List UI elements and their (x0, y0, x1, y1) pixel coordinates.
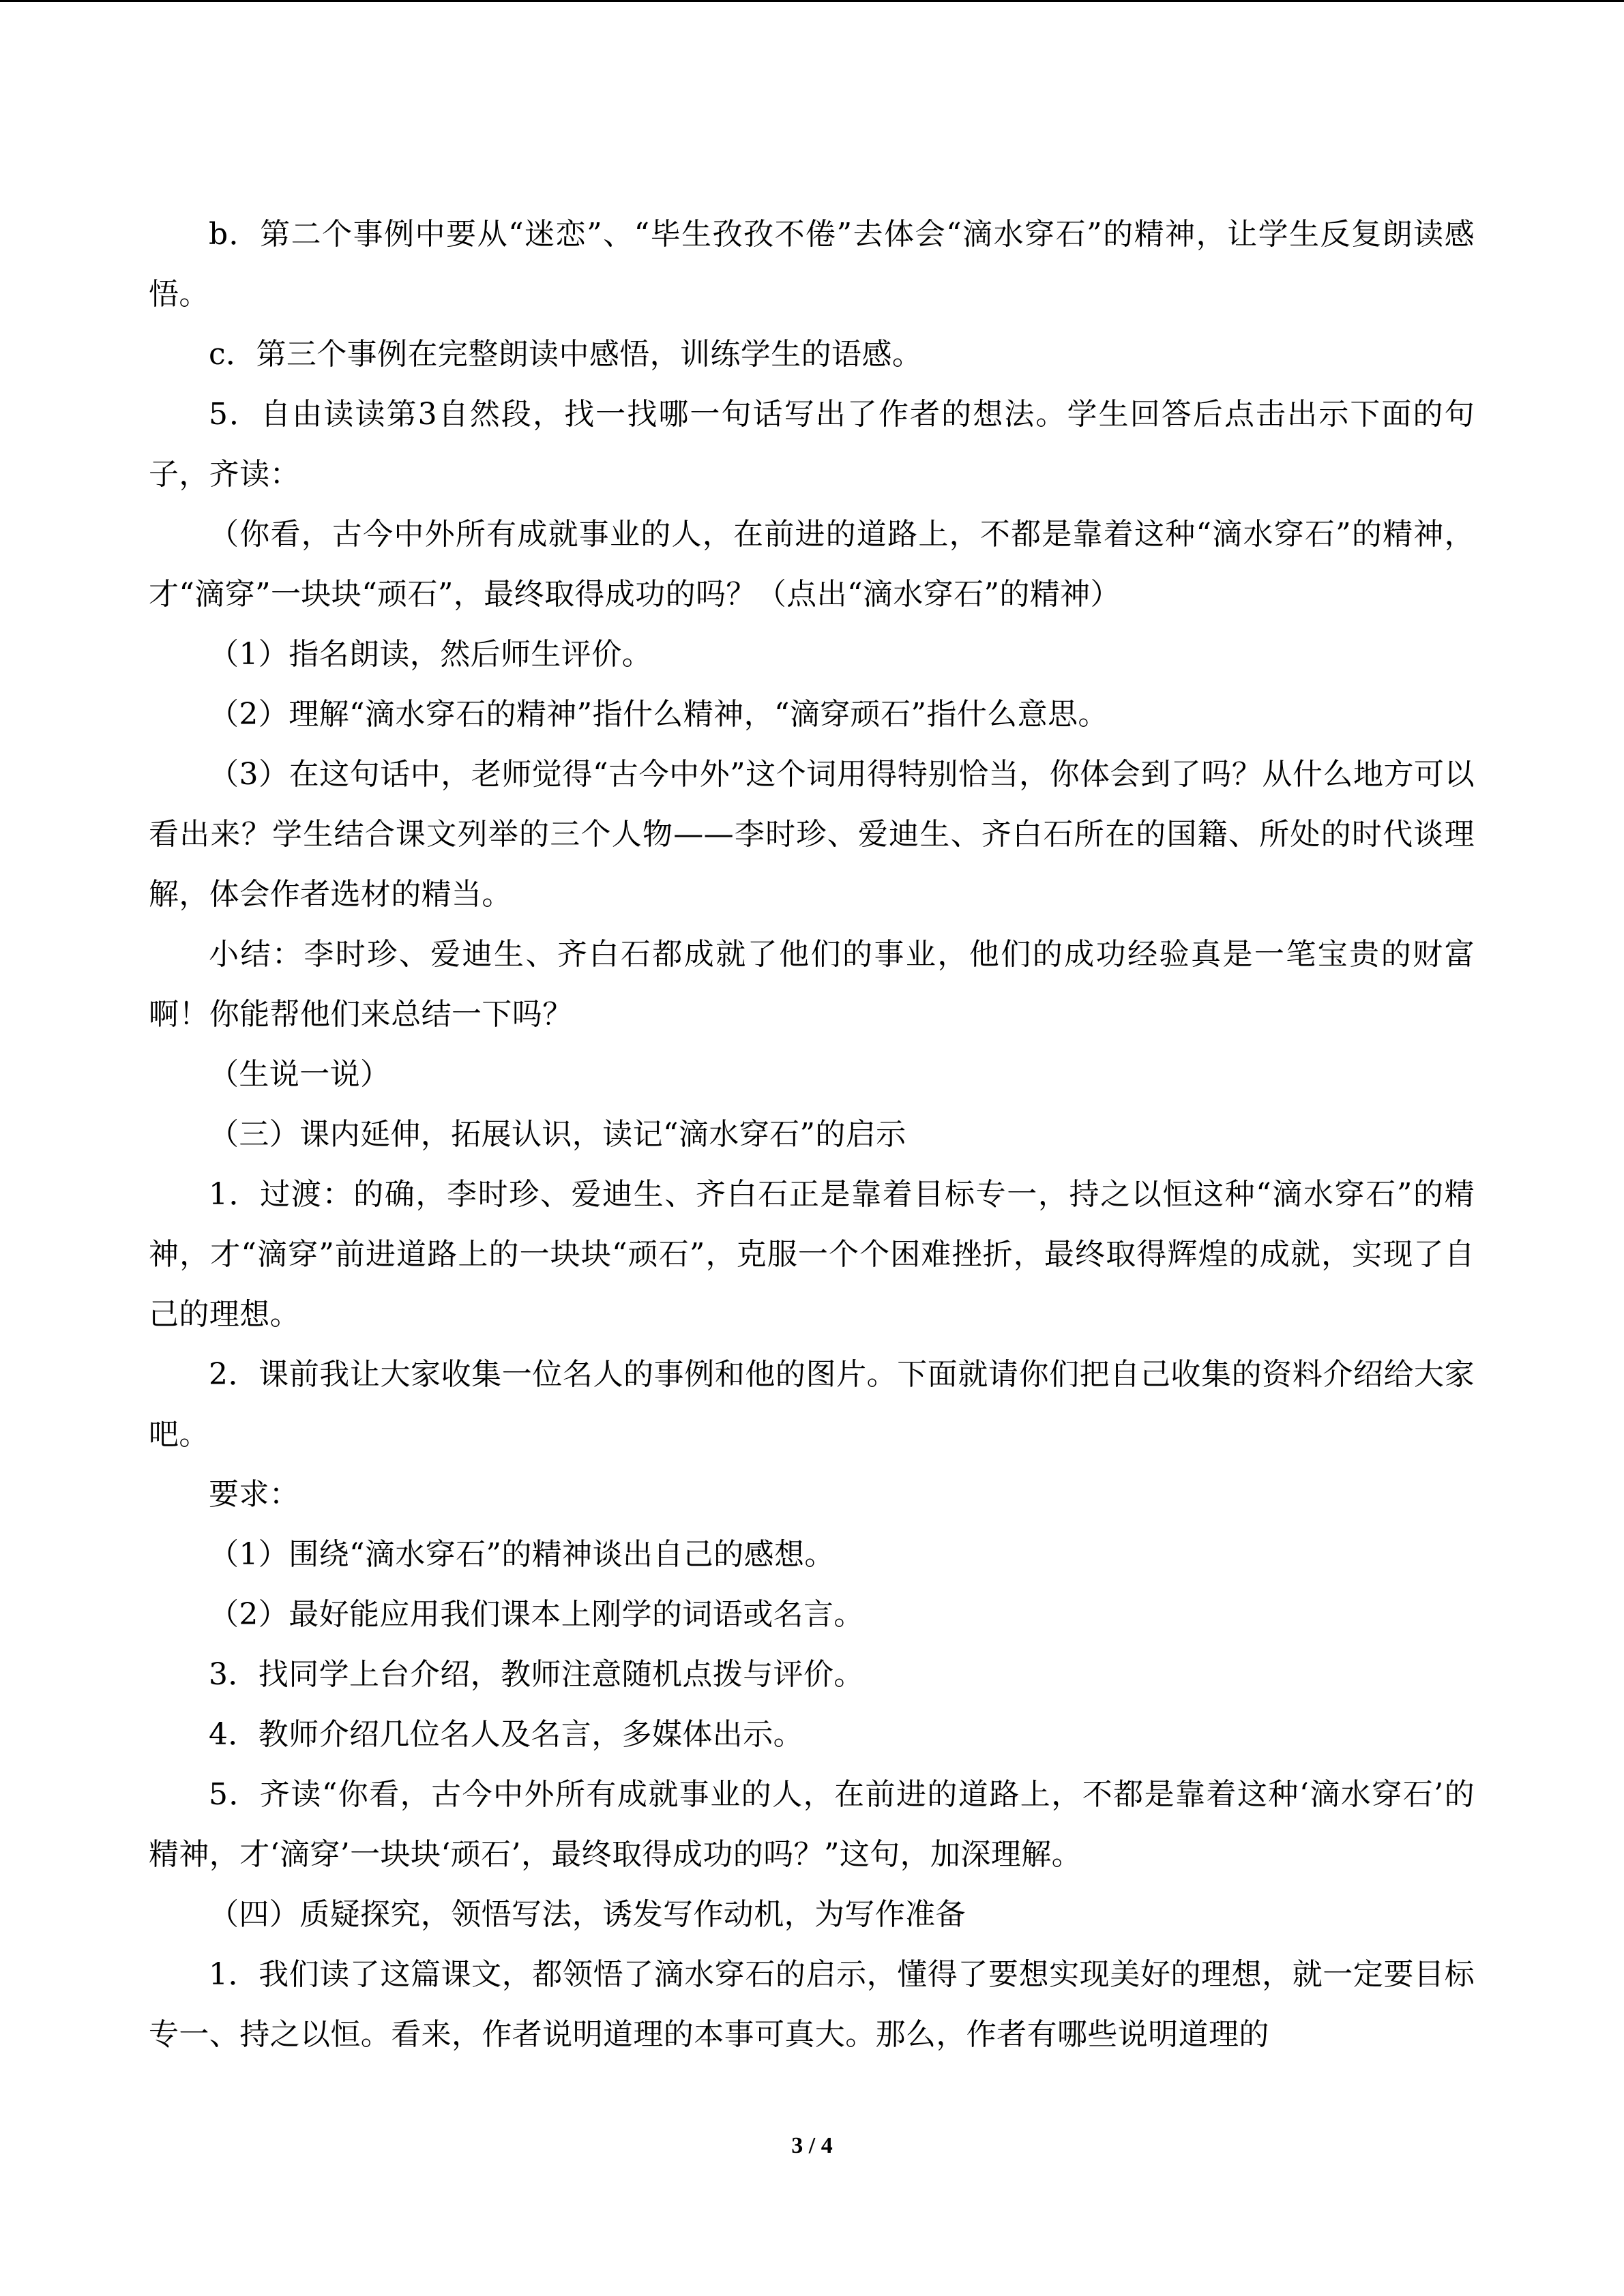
paragraph-7: （3）在这句话中，老师觉得“古今中外”这个词用得特别恰当，你体会到了吗？从什么地方可以看出来？学生结合课文列举的三个人物——李时珍、爱迪生、齐白石所在的国籍、所处的时代谈理解，体会作者选材的精当。 (149, 757, 1475, 912)
paragraph-5: （1）指名朗读，然后师生评价。 (209, 637, 652, 672)
document-body (149, 205, 1475, 2065)
paragraph-4: （你看，古今中外所有成就事业的人，在前进的道路上，不都是靠着这种“滴水穿石”的精神，才“滴穿”一块块“顽石”，最终取得成功的吗？（点出“滴水穿石”的精神） (149, 517, 1475, 612)
paragraph-18: 5．齐读“你看，古今中外所有成就事业的人，在前进的道路上，不都是靠着这种‘滴水穿石’的精神，才‘滴穿’一块块‘顽石’，最终取得成功的吗？”这句，加深理解。 (149, 1777, 1475, 1872)
paragraph-14: （1）围绕“滴水穿石”的精神谈出自己的感想。 (209, 1537, 835, 1572)
paragraph-20: 1．我们读了这篇课文，都领悟了滴水穿石的启示，懂得了要想实现美好的理想，就一定要目标专一、持之以恒。看来，作者说明道理的本事可真大。那么，作者有哪些说明道理的 (149, 1957, 1475, 2052)
paragraph-9: （生说一说） (209, 1057, 391, 1092)
top-border-rule (0, 0, 1624, 2)
paragraph-17: 4．教师介绍几位名人及名言，多媒体出示。 (209, 1717, 803, 1752)
paragraph-2: c．第三个事例在完整朗读中感悟，训练学生的语感。 (209, 337, 923, 372)
paragraph-8: 小结：李时珍、爱迪生、齐白石都成就了他们的事业，他们的成功经验真是一笔宝贵的财富啊！你能帮他们来总结一下吗？ (149, 937, 1475, 1032)
paragraph-12: 2．课前我让大家收集一位名人的事例和他的图片。下面就请你们把自己收集的资料介绍给大家吧。 (149, 1357, 1475, 1452)
paragraph-13: 要求： (209, 1477, 300, 1512)
paragraph-15: （2）最好能应用我们课本上刚学的词语或名言。 (209, 1597, 864, 1632)
paragraph-6: （2）理解“滴水穿石的精神”指什么精神，“滴穿顽石”指什么意思。 (209, 697, 1108, 732)
paragraph-16: 3．找同学上台介绍，教师注意随机点拨与评价。 (209, 1657, 864, 1692)
paragraph-3: 5．自由读读第3自然段，找一找哪一句话写出了作者的想法。学生回答后点击出示下面的句子，齐读： (149, 397, 1475, 492)
paragraph-1: b．第二个事例中要从“迷恋”、“毕生孜孜不倦”去体会“滴水穿石”的精神，让学生反复朗读感悟。 (149, 217, 1475, 312)
paragraph-11: 1．过渡：的确，李时珍、爱迪生、齐白石正是靠着目标专一，持之以恒这种“滴水穿石”的精神，才“滴穿”前进道路上的一块块“顽石”，克服一个个困难挫折，最终取得辉煌的成就，实现了自己的理想。 (149, 1177, 1475, 1332)
page-number: 3 / 4 (791, 2133, 833, 2158)
paragraph-19: （四）质疑探究，领悟写法，诱发写作动机，为写作准备 (209, 1897, 966, 1932)
paragraph-10: （三）课内延伸，拓展认识，读记“滴水穿石”的启示 (209, 1117, 906, 1152)
